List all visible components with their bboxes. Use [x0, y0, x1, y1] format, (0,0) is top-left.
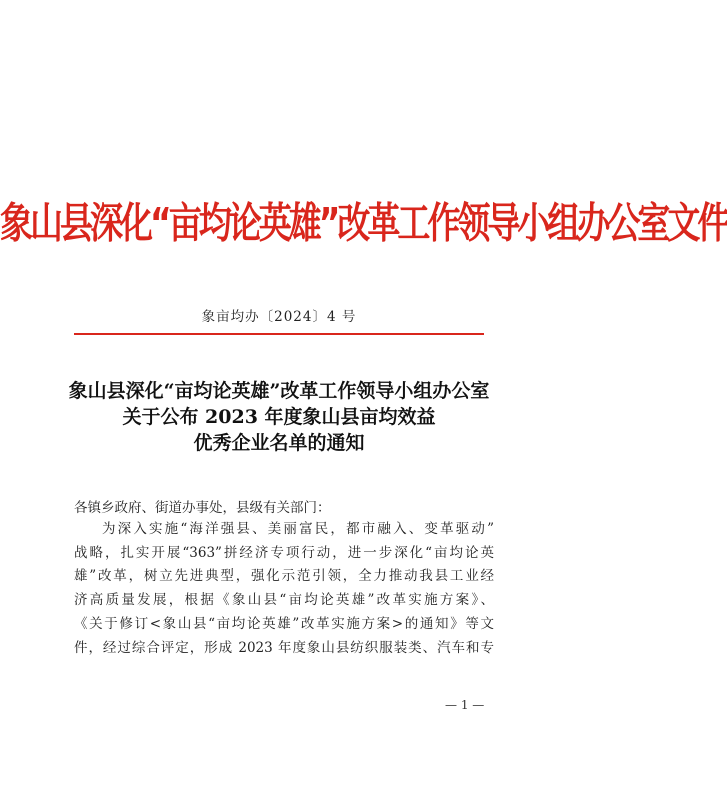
body-line-6: 件，经过综合评定，形成 2023 年度象山县纺织服装类、汽车和专 — [74, 639, 494, 656]
red-header-title: 象山县深化“亩均论英雄”改革工作领导小组办公室文件 — [0, 197, 727, 248]
red-divider-line — [74, 333, 484, 335]
body-line-3: 雄”改革，树立先进典型，强化示范引领，全力推动我县工业经 — [74, 568, 494, 585]
body-line-2: 战略，扎实开展“363”拼经济专项行动，进一步深化“亩均论英 — [74, 544, 494, 561]
body-line-4: 济高质量发展，根据《象山县“亩均论英雄”改革实施方案》、 — [74, 592, 494, 609]
page-number: — 1 — — [445, 698, 485, 712]
notice-title-line-3: 优秀企业名单的通知 — [193, 432, 365, 454]
notice-title-line-2: 关于公布 2023 年度象山县亩均效益 — [122, 406, 436, 428]
document-number: 象亩均办〔2024〕4 号 — [201, 309, 357, 325]
notice-title-line-1: 象山县深化“亩均论英雄”改革工作领导小组办公室 — [68, 380, 490, 402]
body-text — [74, 518, 494, 660]
notice-title — [0, 378, 558, 456]
salutation: 各镇乡政府、街道办事处，县级有关部门： — [74, 500, 331, 516]
body-line-5: 《关于修订<象山县“亩均论英雄”改革实施方案>的通知》等文 — [74, 615, 494, 632]
body-line-1: 为深入实施“海洋强县、美丽富民，都市融入、变革驱动” — [102, 521, 494, 537]
